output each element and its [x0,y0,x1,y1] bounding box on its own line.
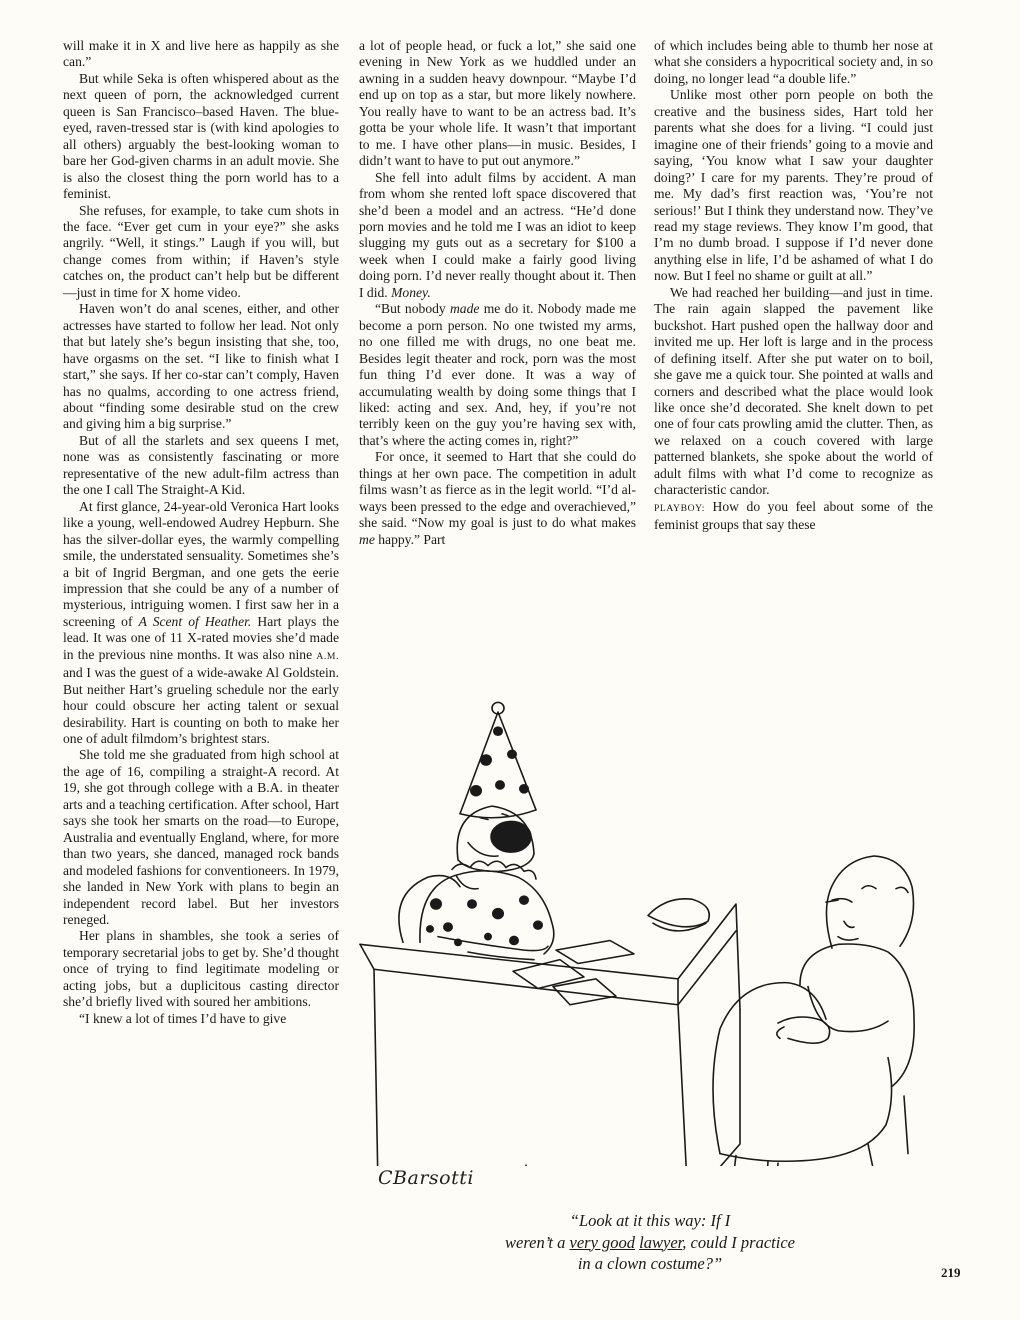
paragraph [359,301,636,449]
paragraph: will make it in X and live here as happily as she can.” [63,38,339,70]
paragraph: We had reached her building—and just in time. The rain again slapped the pavement like buckshot. Hart pushed open the hallway door and invited me up. Her loft is large and in the process of defining itself. After she put water on to boil, she gave me a quick tour. She pointed at walls and corners and described what the place would look like once she’d decorated. She knelt down to pet one of four cats prowling amid the clutter. Then, as we relaxed on a couch covered with large patterned blankets, she spoke about the world of adult films with what I’d come to recognize as characteristic candor. [654,284,933,498]
caption-line-2 [430,1232,870,1254]
paragraph: But while Seka is often whispered about as the next queen of porn, the acknowledged current queen is San Francisco–based Haven. The blue-eyed, raven-tressed star is (with kind apologies to all others) arguably the best-looking woman to bare her God-given charms in an adult movie. She is also the closest thing the porn world has to a feminist. [63,70,339,202]
paragraph: She told me she graduated from high school at the age of 16, compiling a straight-A record. At 19, she got through college with a B.A. in theater arts and a teaching certification. After school, Hart says she took her smarts on the road—to Europe, Australia and eventually England, where, for more than two years, she danced, managed rock bands and modeled fashions for conventioneers. In 1979, she landed in New York with plans to begin an independent record label. But her investors reneged. [63,747,339,928]
paragraph [63,499,339,748]
emphasis: made [449,301,480,317]
paragraph: Her plans in shambles, she took a series of temporary secretarial jobs to get by. She’d thought once of trying to find legitimate modeling or acting jobs, but a duplicitous casting director she’d briefly lived with soured her ambitions. [63,928,339,1010]
text-run: At first glance, 24-year-old Veronica Hart looks like a young, well-endowed Audrey Hepburn. She has the silver-dollar eyes, the warmly compelling smile, the understated sensuality. Sometimes she’s a bit of Ingrid Bergman, and one gets the eerie impression that she could be any of a number of mysterious, intriguing women. I first saw her in a screening of [63,498,339,629]
caption-underlined: lawyer [639,1232,683,1252]
paragraph: “I knew a lot of times I’d have to give [79,1010,287,1026]
caption-text: , could I practice [682,1232,795,1252]
paragraph: of which includes being able to thumb her nose at what she considers a hypocritical society and, in so doing, no longer lead “a double life.” [654,38,933,86]
paragraph: She refuses, for example, to take cum shots in the face. “Ever get cum in your eye?” she asks angrily. “Well, it stings.” Laugh if you will, but change comes from within; if Haven’s style catches on, the product can’t help but be different—just in time for X home video. [63,202,339,300]
film-title: A Scent of Heather. [138,613,252,629]
paragraph: a lot of people head, or fuck a lot,” she said one evening in New York as we huddled under an awning in a sudden heavy downpour. “Maybe I’d end up on top as a star, but more likely nowhere. You really have to want to be an actress bad. It’s gotta be your whole life. It wasn’t that important to me. I have other plans—in music. Besides, I didn’t want to have to put out anymore.” [359,38,636,169]
cartoon-caption [430,1210,870,1275]
paragraph [654,499,933,534]
cartoonist-signature: CBarsotti [378,1167,474,1189]
text-run: For once, it seemed to Hart that she could do things at her own pace. The competition in adult films wasn’t as fierce as in the legit world. “I’d always been pressed to the edge and overachieved,” she said. “Now my goal is just to do what makes [359,449,636,531]
caption-text: weren’t a [505,1232,570,1252]
article-column-3 [654,38,933,534]
speaker-label: PLAYBOY: [654,502,706,514]
caption-line-3: in a clown costume?” [577,1254,723,1273]
text-run: “But nobody [375,301,450,317]
cartoon-illustration [348,696,944,1166]
paragraph: Haven won’t do anal scenes, either, and other actresses have started to follow her lead. Not only that but lately she’s begun insisting that she, too, have orgasms on the set. “I like to finish what I start,” she says. If her co-star can’t comply, Haven has no qualms, according to one actress friend, about “finding some desirable stud on the crew and giving him a big surprise.” [63,301,339,432]
text-run: Hart plays the lead. It was one of 11 X-rated movies she’d made in the previous nine months. It was also nine [63,613,339,662]
caption-underlined: very good [569,1232,636,1252]
text-run: happy.” Part [374,531,446,547]
article-column-2 [359,38,636,548]
time-abbrev: A.M. [316,650,339,662]
article-column-1 [63,38,339,1027]
text-run: and I was the guest of a wide-awake Al Goldstein. But neither Hart’s grueling schedule nor the early hour could obscure her acting talent or sexual desirability. Hart is counting on both to make her one of adult filmdom’s brightest stars. [63,665,339,747]
page-number: 219 [941,1265,961,1280]
paragraph: Unlike most other porn people on both the creative and the business sides, Hart told her parents what she does for a living. “I could just imagine one of their friends’ going to a movie and saying, ‘You know what I saw your daughter doing?’ I care for my parents. They’re proud of me. My dad’s first reaction was, ‘You’re not serious!’ But I think they understand now. They’ve read my stage reviews. They know I’m good, that I’m no dumb broad. I suppose if I’d never done anything else in life, I’d be ashamed of what I do now. But I feel no shame or guilt at all.” [654,87,933,284]
emphasis: Money. [391,284,431,300]
text-run: me do it. Nobody made me become a porn person. No one twisted my arms, no one filled me with drugs, no one beat me. Besides legit theater and rock, porn was the most fun thing I’d ever done. It was a way of accumulating wealth by doing some things that I liked: acting and sex. And, hey, if you’re not terribly keen on the guy you’re having sex with, that’s where the acting comes in, right?” [359,301,636,448]
paragraph [359,449,636,548]
paragraph: But of all the starlets and sex queens I met, none was as consistently fascinating or more representative of the new adult-film actress than the one I call The Straight-A Kid. [63,432,339,498]
text-run: How do you feel about some of the feminist groups that say these [654,498,933,533]
emphasis: me [359,531,375,547]
text-run: She fell into adult films by accident. A man from whom she rented loft space discovered that she’d been a model and an actress. “He’d done porn movies and he told me I was an idiot to keep slugging my guts out as a secretary for $100 a week when I could make a fairly good living doing porn. I’d never really thought about it. Then I did. [359,169,636,300]
caption-line-1: “Look at it this way: If I [569,1211,731,1230]
paragraph [359,170,636,302]
